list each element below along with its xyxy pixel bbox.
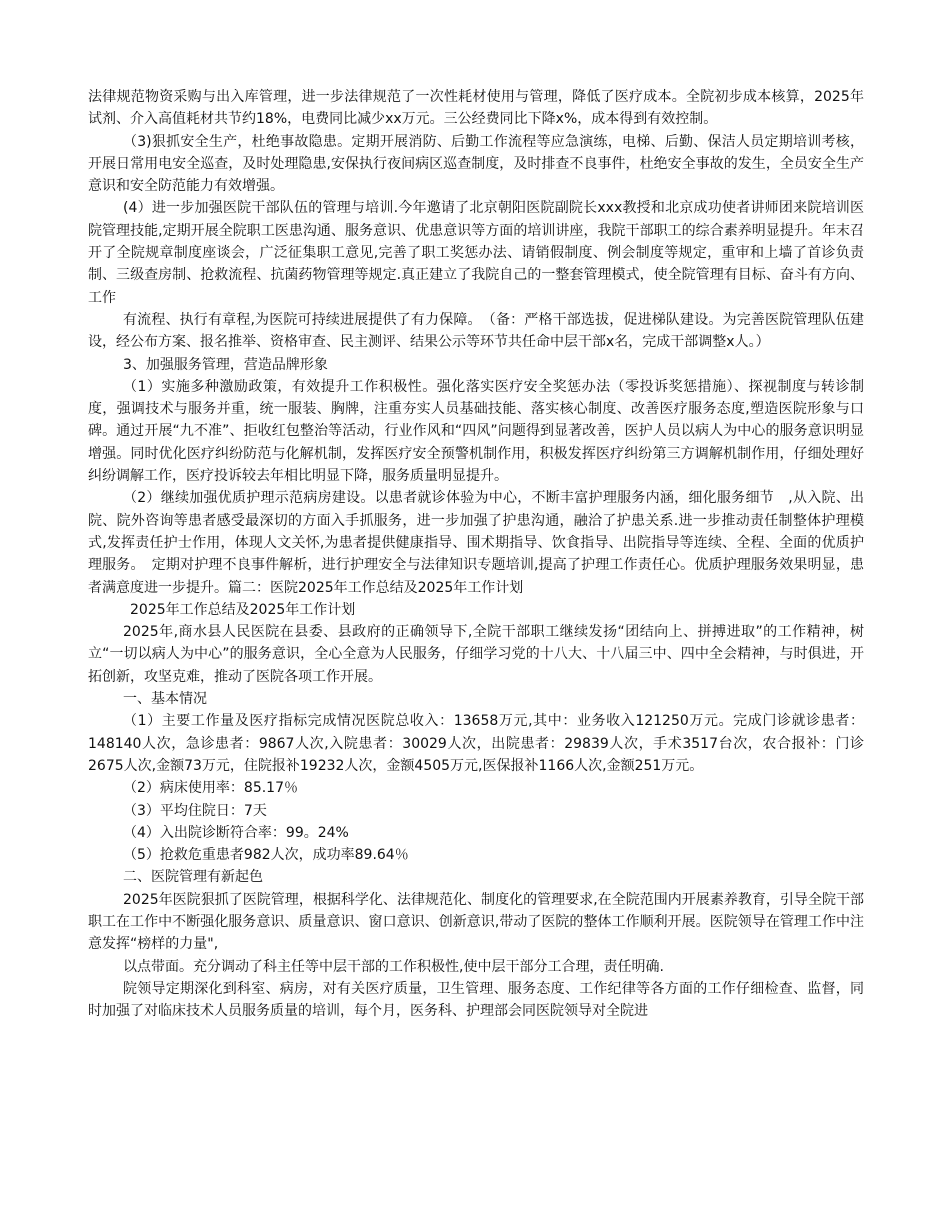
paragraph: 有流程、执行有章程,为医院可持续进展提供了有力保障。 （备：严格干部选拔，促进梯队建设。为完善医院管理队伍建设，经公布方案、报名推举、资格审查、民主测评、结果公示等环节共任命中层干部x名，完成干部调整x人。）: [88, 311, 864, 351]
paragraph: （1）主要工作量及医疗指标完成情况医院总收入：13658万元,其中：业务收入121250万元。完成门诊就诊患者：148140人次，急诊患者：9867人次,入院患者：30029人次，出院患者：29839人次，手术3517台次，农合报补：门诊2675人次,金额73万元，住院报补19232人次，金额4505万元,医保报补1166人次,金额251万元。: [88, 713, 864, 774]
paragraph: （1）实施多种激励政策，有效提升工作积极性。强化落实医疗安全奖惩办法（零投诉奖惩措施）、探视制度与转诊制度，强调技术与服务并重，统一服装、胸牌，注重夯实人员基础技能、落实核心制度、改善医疗服务态度,塑造医院形象与口碑。通过开展“九不准”、拒收红包整治等活动，行业作风和“四风”问题得到显著改善，医护人员以病人为中心的服务意识明显增强。同时优化医疗纠纷防范与化解机制，发挥医疗安全预警机制作用，积极发挥医疗纠纷第三方调解机制作用，仔细处理好纠纷调解工作，医疗投诉较去年相比明显下降，服务质量明显提升。: [88, 378, 864, 485]
paragraph: 法律规范物资采购与出入库管理，进一步法律规范了一次性耗材使用与管理，降低了医疗成本。全院初步成本核算，2025年试剂、介入高值耗材共节约18%，电费同比减少xx万元。三公经费同比下降x%，成本得到有效控制。: [88, 89, 864, 128]
section-heading: 二、医院管理有新起色: [123, 869, 263, 886]
paragraph: 以点带面。充分调动了科主任等中层干部的工作积极性,使中层干部分工合理，责任明确.: [123, 958, 664, 975]
list-item: （4）入出院诊断符合率：99。24%: [123, 824, 349, 841]
document-title: 2025年工作总结及2025年工作计划: [130, 601, 356, 618]
paragraph: 2025年医院狠抓了医院管理，根据科学化、法律规范化、制度化的管理要求,在全院范围内开展素养教育，引导全院干部职工在工作中不断强化服务意识、质量意识、窗口意识、创新意识,带动了医院的整体工作顺利开展。医院领导在管理工作中注意发挥“榜样的力量",: [88, 891, 864, 953]
paragraph: (4）进一步加强医院干部队伍的管理与培训.今年邀请了北京朝阳医院副院长xxx教授和北京成功使者讲师团来院培训医院管理技能,定期开展全院职工医患沟通、服务意识、优患意识等方面的培训讲座，我院干部职工的综合素养明显提升。年末召开了全院规章制度座谈会，广泛征集职工意见,完善了职工奖惩办法、请销假制度、例会制度等规定，重审和上墙了首诊负责制、三级查房制、抢救流程、抗菌药物管理等规定.真正建立了我院自己的一整套管理模式，使全院管理有目标、奋斗有方向、工作: [88, 200, 864, 306]
section-heading: 3、加强服务管理，营造品牌形象: [123, 356, 328, 373]
list-item: （2）病床使用率：85.17％: [123, 780, 298, 797]
paragraph: 2025年,商水县人民医院在县委、县政府的正确领导下,全院干部职工继续发扬“团结向上、拼搏进取”的工作精神，树立“一切以病人为中心”的服务意识，全心全意为人民服务，仔细学习党的十八大、十八届三中、四中全会精神，与时俱进，开拓创新，攻坚克难，推动了医院各项工作开展。: [88, 624, 864, 685]
document-body: [88, 86, 864, 1022]
section-heading: 一、基本情况: [123, 691, 207, 708]
list-item: （3）平均住院日：7天: [123, 802, 267, 819]
paragraph: （3)狠抓安全生产，杜绝事故隐患。定期开展消防、后勤工作流程等应急演练，电梯、后勤、保洁人员定期培训考核，开展日常用电安全巡查，及时处理隐患,安保执行夜间病区巡查制度，及时排查不良事件，杜绝安全事故的发生，全员安全生产意识和安全防范能力有效增强。: [88, 133, 864, 195]
paragraph: （2）继续加强优质护理示范病房建设。以患者就诊体验为中心，不断丰富护理服务内涵，细化服务细节 ,从入院、出院、院外咨询等患者感受最深切的方面入手抓服务，进一步加强了护患沟通，融洽了护患关系.进一步推动责任制整体护理模式,发挥责任护士作用，体现人文关怀,为患者提供健康指导、围术期指导、饮食指导、出院指导等连续、全程、全面的优质护理服务。 定期对护理不良事件解析，进行护理安全与法律知识专题培训,提高了护理工作责任心。优质护理服务效果明显，患者满意度进一步提升。篇二：医院2025年工作总结及2025年工作计划: [88, 490, 864, 596]
list-item: （5）抢救危重患者982人次，成功率89.64％: [123, 847, 409, 864]
paragraph: 院领导定期深化到科室、病房，对有关医疗质量，卫生管理、服务态度、工作纪律等各方面的工作仔细检查、监督，同时加强了对临床技术人员服务质量的培训，每个月，医务科、护理部会同医院领导对全院进: [88, 980, 864, 1020]
